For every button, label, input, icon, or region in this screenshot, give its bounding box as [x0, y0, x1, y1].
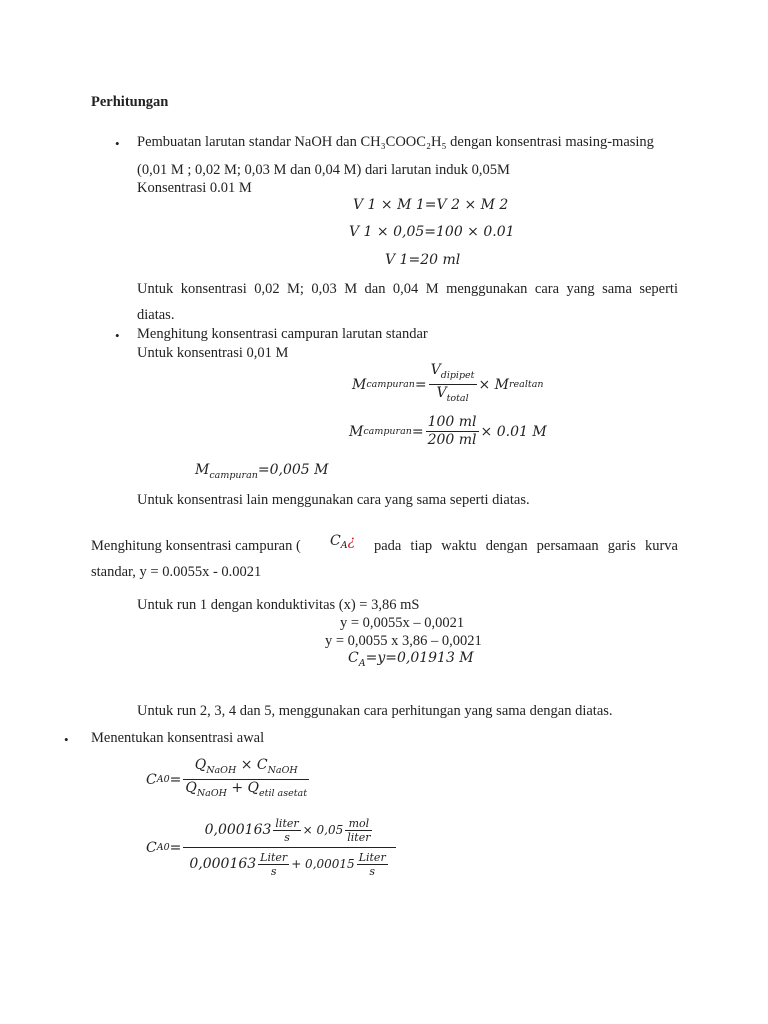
sub-naoh: NaOH — [206, 765, 237, 776]
num-flow-value: 0,000163 — [204, 822, 272, 838]
equals: = — [169, 771, 182, 788]
s3-run1: Untuk run 1 dengan konduktivitas (x) = 3,86 mS — [137, 597, 420, 613]
unit-Liter-per-s — [258, 851, 289, 878]
sub-A: A — [358, 658, 366, 669]
times-M: × M — [478, 376, 510, 393]
sub-total: total — [446, 393, 469, 404]
s3-ca-symbol — [330, 533, 355, 551]
s4-formula-2 — [146, 817, 398, 878]
times-005: × 0,05 — [302, 823, 344, 837]
unit-Liter-per-s — [357, 851, 388, 878]
symbol-C: C — [330, 533, 341, 549]
den-200ml: 200 ml — [427, 432, 477, 448]
unit-liter: liter — [275, 817, 299, 830]
s1-equation-3: V 1=20 ml — [385, 252, 461, 268]
symbol-C: C — [348, 650, 359, 666]
s1-note-b: diatas. — [137, 307, 175, 323]
s2-line1: Menghitung konsentrasi campuran larutan standar — [137, 326, 428, 342]
unit-liter-per-s — [273, 817, 300, 844]
sub-campuran: campuran — [363, 426, 412, 437]
num-V: V — [430, 362, 441, 378]
equals: = — [411, 423, 424, 440]
symbol-C: C — [146, 771, 157, 788]
unit-mol-per-liter — [345, 817, 372, 844]
sub-naoh: NaOH — [267, 765, 298, 776]
unit-s: s — [284, 831, 290, 844]
symbol-M: M — [352, 376, 367, 393]
s1-line1: Pembuatan larutan standar NaOH dan CH₃COOC₂H₅ dengan konsentrasi masing-masing — [137, 134, 654, 150]
unit-s: s — [270, 865, 277, 878]
num-Q: Q — [194, 757, 207, 773]
s2-note: Untuk konsentrasi lain menggunakan cara yang sama seperti diatas. — [137, 492, 530, 508]
bullet-icon: • — [115, 136, 120, 151]
symbol-M: M — [349, 423, 364, 440]
equals: = — [169, 839, 182, 856]
plus-Q: + Q — [226, 780, 260, 796]
plus-flow-value-2: + 0,00015 — [291, 857, 355, 871]
section-heading: Perhitungan — [91, 94, 169, 110]
inverted-question-mark: ¿ — [347, 533, 356, 549]
s2-result — [195, 462, 328, 481]
sub-dipipet: dipipet — [440, 370, 475, 381]
s3-intro-a: Menghitung konsentrasi campuran ( — [91, 538, 301, 554]
eq3-tail: =y=0,01913 M — [365, 650, 474, 666]
s1-line2: (0,01 M ; 0,02 M; 0,03 M dan 0,04 M) dari larutan induk 0,05M — [137, 162, 510, 178]
result-value: =0,005 M — [257, 462, 329, 478]
s1-note-a: Untuk konsentrasi 0,02 M; 0,03 M dan 0,04 M menggunakan cara yang sama seperti — [137, 281, 678, 297]
s3-eq2: y = 0,0055 x 3,86 – 0,0021 — [325, 633, 482, 649]
fraction-big — [183, 817, 395, 878]
s2-formula-2 — [349, 414, 547, 449]
sub-naoh: NaOH — [196, 788, 227, 799]
fraction-100-200 — [426, 414, 479, 449]
s1-line3: Konsentrasi 0.01 M — [137, 180, 252, 196]
den-flow-value-1: 0,000163 — [189, 856, 257, 872]
unit-Liter: Liter — [358, 851, 386, 864]
s4-title: Menentukan konsentrasi awal — [91, 730, 265, 746]
equals: = — [414, 376, 427, 393]
symbol-M: M — [195, 462, 210, 478]
bullet-icon: • — [64, 732, 69, 747]
den-Q: Q — [185, 780, 197, 796]
times-001M: × 0.01 M — [480, 423, 547, 440]
s3-note: Untuk run 2, 3, 4 dan 5, menggunakan cara perhitungan yang sama dengan diatas. — [137, 703, 613, 719]
s3-eq3 — [348, 650, 474, 669]
num-100ml: 100 ml — [427, 414, 477, 430]
unit-s: s — [369, 865, 376, 878]
sub-etil-asetat: etil asetat — [259, 788, 308, 799]
unit-mol: mol — [348, 817, 370, 830]
sub-A0: A0 — [156, 842, 170, 853]
unit-Liter: Liter — [260, 851, 288, 864]
s2-line2: Untuk konsentrasi 0,01 M — [137, 345, 289, 361]
sub-A0: A0 — [156, 774, 170, 785]
sub-realtan: realtan — [509, 379, 544, 390]
s3-eq1: y = 0,0055x – 0,0021 — [340, 615, 465, 631]
den-V: V — [436, 385, 447, 401]
unit-liter: liter — [347, 831, 371, 844]
s1-equation-1: V 1 × M 1=V 2 × M 2 — [353, 197, 509, 213]
s3-intro-b: pada tiap waktu dengan persamaan garis kurva — [374, 538, 678, 554]
s2-formula-1 — [352, 362, 543, 407]
symbol-C: C — [146, 839, 157, 856]
bullet-icon: • — [115, 328, 120, 343]
s4-formula-1 — [146, 757, 311, 802]
sub-campuran: campuran — [366, 379, 415, 390]
times-C: × C — [236, 757, 268, 773]
fraction-ca0 — [183, 757, 309, 802]
fraction-vdipipet-vtotal — [429, 362, 477, 407]
sub-campuran: campuran — [209, 470, 258, 481]
sub-A: A — [340, 540, 348, 551]
s3-intro-c: standar, y = 0.0055x - 0.0021 — [91, 564, 262, 580]
s1-equation-2: V 1 × 0,05=100 × 0.01 — [349, 224, 515, 240]
